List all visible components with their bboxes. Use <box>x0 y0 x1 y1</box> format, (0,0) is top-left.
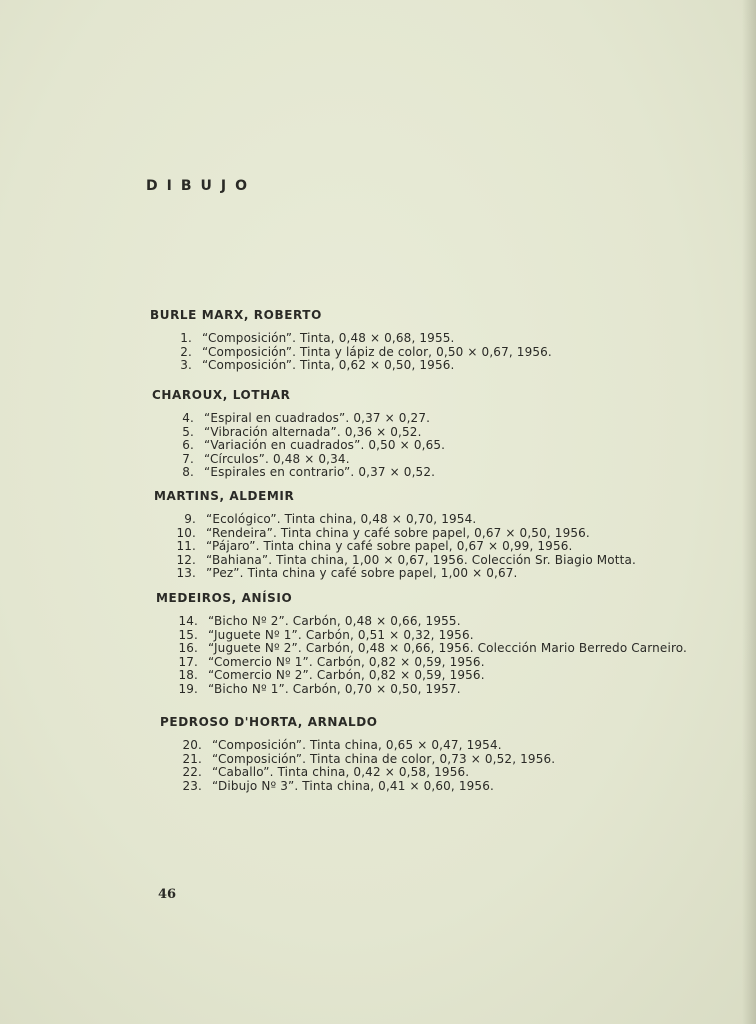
entry-text: “Rendeira”. Tinta china y café sobre papel, 0,67 × 0,50, 1956. <box>206 525 590 540</box>
entry-text: “Bicho Nº 1”. Carbón, 0,70 × 0,50, 1957. <box>208 681 461 696</box>
entry-text: “Composición”. Tinta china de color, 0,73 × 0,52, 1956. <box>212 751 556 766</box>
entry-text: “Espirales en contrario”. 0,37 × 0,52. <box>204 465 436 479</box>
entry-text: “Variación en cuadrados”. 0,50 × 0,65. <box>204 438 446 452</box>
entry-number: 10. <box>176 525 196 540</box>
catalog-entry <box>170 332 552 346</box>
catalog-entry <box>180 753 555 767</box>
artist-name: MEDEIROS, ANÍSIO <box>156 591 293 605</box>
catalog-entry <box>176 683 687 697</box>
entry-number: 19. <box>178 681 198 696</box>
catalog-entry <box>174 554 636 568</box>
entry-text: “Ecológico”. Tinta china, 0,48 × 0,70, 1954. <box>206 512 477 526</box>
catalog-entry <box>174 527 636 541</box>
entry-text: “Juguete Nº 1”. Carbón, 0,51 × 0,32, 1956. <box>208 627 474 642</box>
artist-name: MARTINS, ALDEMIR <box>154 489 295 503</box>
entry-text: ”Pez”. Tinta china y café sobre papel, 1,00 × 0,67. <box>206 566 518 580</box>
entry-text: “Vibración alternada”. 0,36 × 0,52. <box>204 424 422 439</box>
catalog-entry <box>180 780 555 794</box>
catalog-entry <box>174 513 636 527</box>
artist-block-medeiros <box>156 589 687 696</box>
entry-text: “Comercio Nº 1”. Carbón, 0,82 × 0,59, 1956. <box>208 654 485 669</box>
catalog-entry <box>172 426 445 440</box>
catalog-entry <box>176 615 687 629</box>
entry-text: “Composición”. Tinta china, 0,65 × 0,47, 1954. <box>212 738 502 752</box>
artist-name: CHAROUX, LOTHAR <box>152 388 291 402</box>
artist-block-burle-marx <box>150 306 552 373</box>
entry-number: 15. <box>178 627 198 642</box>
artist-name: PEDROSO D'HORTA, ARNALDO <box>160 715 378 729</box>
catalog-entry <box>174 567 636 581</box>
entry-number: 7. <box>182 451 194 466</box>
entry-text: “Caballo”. Tinta china, 0,42 × 0,58, 1956. <box>212 765 470 779</box>
entry-number: 18. <box>178 668 198 682</box>
entry-number: 17. <box>178 654 198 669</box>
entry-text: “Composición”. Tinta y lápiz de color, 0,50 × 0,67, 1956. <box>202 344 552 359</box>
catalog-entry <box>170 359 552 373</box>
entry-number: 23. <box>182 778 202 793</box>
section-title: DIBUJO <box>146 178 256 194</box>
entry-number: 2. <box>180 344 192 359</box>
entry-text: “Bicho Nº 2”. Carbón, 0,48 × 0,66, 1955. <box>208 614 461 628</box>
catalog-entry <box>176 656 687 670</box>
catalog-entry <box>172 466 445 480</box>
artist-block-charoux <box>152 386 445 480</box>
entry-number: 9. <box>184 512 196 526</box>
entry-number: 21. <box>182 751 202 766</box>
entry-text: “Composición”. Tinta, 0,48 × 0,68, 1955. <box>202 331 455 345</box>
artist-block-pedroso-dhorta <box>160 713 555 793</box>
entry-text: “Composición”. Tinta, 0,62 × 0,50, 1956. <box>202 358 455 372</box>
entry-number: 16. <box>178 641 198 655</box>
catalog-entry <box>172 412 445 426</box>
catalog-entry <box>180 739 555 753</box>
artist-name: BURLE MARX, ROBERTO <box>150 308 322 322</box>
catalog-entry <box>170 346 552 360</box>
entry-number: 13. <box>176 566 196 580</box>
entry-number: 12. <box>176 552 196 567</box>
catalog-entry <box>172 453 445 467</box>
entry-text: “Espiral en cuadrados”. 0,37 × 0,27. <box>204 411 431 425</box>
entry-text: “Círculos”. 0,48 × 0,34. <box>204 451 350 466</box>
entry-number: 4. <box>182 411 194 425</box>
entry-number: 11. <box>176 539 196 553</box>
entry-number: 20. <box>182 738 202 752</box>
catalog-entry <box>172 439 445 453</box>
entry-number: 6. <box>182 438 194 452</box>
entry-text: “Comercio Nº 2”. Carbón, 0,82 × 0,59, 1956. <box>208 668 485 682</box>
entry-number: 8. <box>182 465 194 479</box>
catalog-entry <box>176 629 687 643</box>
entry-text: “Dibujo Nº 3”. Tinta china, 0,41 × 0,60, 1956. <box>212 778 494 793</box>
catalog-entry <box>174 540 636 554</box>
catalog-entry <box>176 669 687 683</box>
catalog-entry <box>180 766 555 780</box>
entry-number: 1. <box>180 331 192 345</box>
entry-text: “Pájaro”. Tinta china y café sobre papel, 0,67 × 0,99, 1956. <box>206 539 573 553</box>
entry-text: “Juguete Nº 2”. Carbón, 0,48 × 0,66, 1956. Colección Mario Berredo Carneiro. <box>208 641 688 655</box>
entry-number: 22. <box>182 765 202 779</box>
entry-number: 14. <box>178 614 198 628</box>
entry-number: 3. <box>180 358 192 372</box>
artist-block-martins <box>154 487 636 581</box>
entry-number: 5. <box>182 424 194 439</box>
page-edge-shadow <box>742 0 756 1024</box>
page-number: 46 <box>158 887 177 902</box>
entry-text: “Bahiana”. Tinta china, 1,00 × 0,67, 1956. Colección Sr. Biagio Motta. <box>206 552 636 567</box>
catalog-entry <box>176 642 687 656</box>
